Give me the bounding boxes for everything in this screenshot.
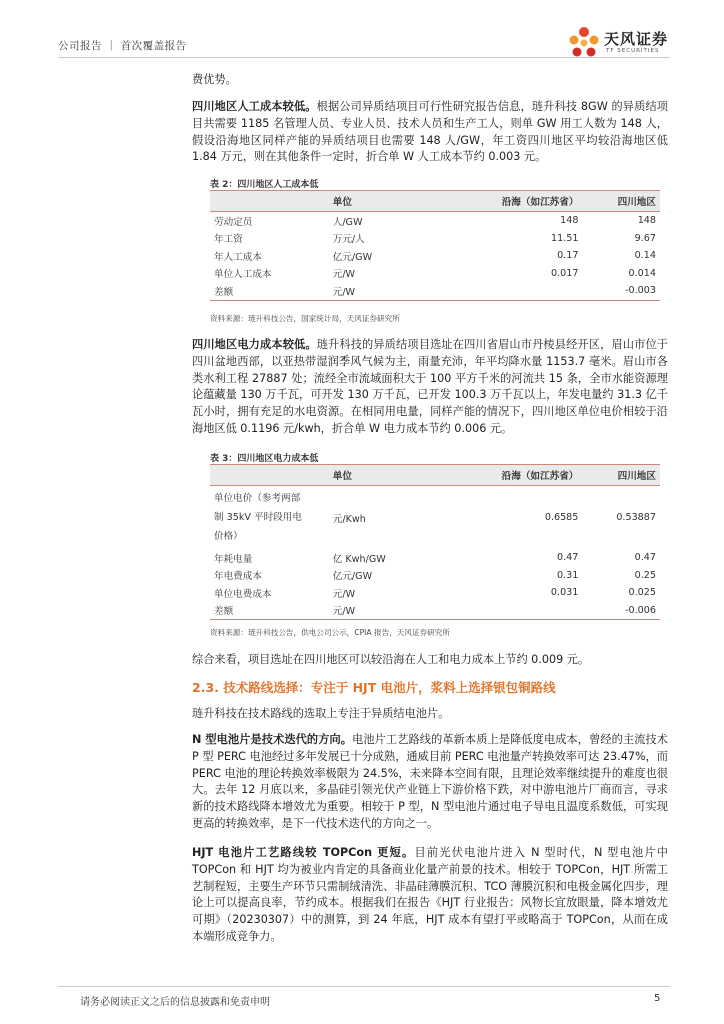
table-cell: 0.031 (550, 587, 579, 599)
table2-source: 资料来源：琏升科技公告，国家统计局，天风证券研究所 (210, 314, 400, 323)
table-row (210, 602, 660, 620)
table-row (210, 549, 660, 567)
paragraph-power-cost (192, 337, 668, 438)
table-cell: 0.017 (550, 267, 579, 279)
logo-english-name: TF SECURITIES (606, 48, 660, 54)
table-cell-multiline (210, 486, 329, 550)
table-cell: 148 (560, 215, 579, 227)
table2-labor-cost (210, 190, 660, 301)
table-cell: 年工资 (214, 234, 243, 246)
table-cell: 11.51 (550, 232, 579, 244)
table-cell: 0.14 (634, 250, 656, 262)
table-header-cell: 单位 (329, 191, 451, 212)
table-header-cell: 沿海（如江苏省） (451, 465, 583, 486)
table-row (210, 265, 660, 283)
table-header-cell: 四川地区 (582, 465, 660, 486)
table-row (210, 230, 660, 248)
paragraph-hjt-process (192, 845, 668, 946)
paragraph-text: 综合来看，项目选址在四川地区可以较沿海在人工和电力成本上节约 0.009 元。 (192, 653, 590, 666)
paragraph-labor-cost (192, 99, 668, 166)
paragraph-continuation (192, 72, 668, 89)
paragraph-text: 琏升科技在技术路线的选取上专注于异质结电池片。 (192, 707, 450, 720)
table-cell: 亿元/GW (332, 251, 373, 263)
table-header-cell: 沿海（如江苏省） (451, 191, 583, 212)
paragraph-text: 琏升科技的异质结项目选址在四川省眉山市丹棱县经开区，眉山市位于四川盆地西部，以亚热带湿润季风气候为主，雨量充沛，年平均降水量 1153.7 毫米。眉山市各类水利工程 27887 处；流经全市流域面积大于 100 平方千米的河流共 15 条，全市水能资源理论蕴藏量 130 万千瓦，可开发 130 万千瓦，已开发 100.3 万千瓦以上，年发电量约 31.3 亿千瓦小时，拥有充足的水电资源。在相同用电量，同样产能的情况下，四川地区单位电价相较于沿海地区低 0.1196 元/kwh，折合单 W 电力成本节约 0.006 元。 (192, 338, 668, 435)
table-cell: 0.014 (628, 267, 656, 279)
table-cell: 单位人工成本 (214, 269, 272, 281)
header-breadcrumb: 公司报告 ｜ 首次覆盖报告 (58, 40, 187, 52)
paragraph-text: 目前光伏电池片进入 N 型时代，N 型电池片中 TOPCon 和 HJT 均为被业内肯定的具备商业化量产前景的技术。相较于 TOPCon，HJT 所需工艺制程短，主要生产环节只需制绒清洗、非晶硅薄膜沉积、TCO 薄膜沉积和电极金属化四步，理论上可以提高良率，节约成本。根据我们在报告《HJT 行业报告：风物长宜放眼量，降本增效尤可期》（20230307）中的测算，到 24 年底，HJT 成本有望打平或略高于 TOPCon，从而在成本端形成竞争力。 (192, 846, 668, 943)
footer-disclaimer: 请务必阅读正文之后的信息披露和免责申明 (80, 997, 270, 1008)
paragraph-lead: 四川地区人工成本较低。 (192, 100, 317, 113)
section-heading: 2.3. 技术路线选择：专注于 HJT 电池片，浆料上选择银包铜路线 (192, 680, 556, 695)
table-row (210, 212, 660, 230)
cell-line: 价格） (214, 531, 243, 542)
paragraph-text: 根据公司异质结项目可行性研究报告信息，琏升科技 8GW 的异质结项目共需要 1185 名管理人员、专业人员、技术人员和生产工人，则单 GW 用工人数为 148 人，假设沿海地区同样产能的异质结项目也需要 148 人/GW，年工资四川地区平均较沿海地区低 1.84 万元，则在其他条件一定时，折合单 W 人工成本节约 0.003 元。 (192, 100, 668, 164)
table-cell: 万元/人 (332, 234, 365, 246)
footer-divider (58, 986, 670, 987)
paragraph-text: 费优势。 (192, 73, 237, 86)
table-cell: -0.006 (582, 602, 660, 620)
table-cell: 亿元/GW (332, 571, 373, 583)
table-cell (451, 602, 583, 620)
table-header-row (210, 465, 660, 486)
table-header-cell: 单位 (329, 465, 451, 486)
logo-chinese-name: 天风证券 (604, 30, 669, 48)
cell-line: 单位电价（参考两部 (214, 493, 301, 504)
paragraph-n-type (192, 732, 668, 833)
paragraph-lead: N 型电池片是技术迭代的方向。 (192, 733, 353, 746)
logo-flower-icon (566, 24, 602, 64)
table-cell: 元/W (329, 602, 451, 620)
table-cell: 148 (637, 215, 656, 227)
paragraph-lead: 四川地区电力成本较低。 (192, 338, 317, 351)
table-cell: 人/GW (332, 216, 363, 228)
table-cell: 0.17 (557, 250, 579, 262)
page-number: 5 (654, 993, 661, 1004)
table-cell: 0.47 (634, 552, 656, 564)
table-row (210, 584, 660, 602)
table-row (210, 247, 660, 265)
company-logo (566, 24, 686, 64)
paragraph-text: 电池片工艺路线的革新本质上是降低度电成本，曾经的主流技术 P 型 PERC 电池经过多年发展已十分成熟，通威目前 PERC 电池量产转换效率可达 23.47%，而 PERC 电池的理论转换效率极限为 24.5%，未来降本空间有限，且理论效率继续提升的难度也很大。去年 12 月底以来，多晶硅引领光伏产业链上下游价格下跌，对中游电池片厂商而言，寻求新的技术路线降本增效尤为重要。相较于 P 型，N 型电池片通过电子导电且温度系数低，可实现更高的转换效率，是下一代技术迭代的方向之一。 (192, 733, 668, 830)
cell-line: 制 35kV 平时段用电 (214, 512, 302, 523)
table-cell: 亿 Kwh/GW (332, 553, 386, 565)
paragraph-tech-route (192, 706, 668, 723)
table-cell: 元/W (329, 282, 451, 300)
table-cell: 0.53887 (616, 512, 656, 523)
table-cell: 元/W (332, 588, 356, 600)
table-cell: 年电费成本 (214, 571, 262, 583)
table3-power-cost (210, 464, 660, 620)
table-cell: -0.003 (582, 282, 660, 300)
table-cell: 9.67 (634, 232, 656, 244)
table-row (210, 282, 660, 300)
table3-title: 表 3：四川地区电力成本低 (210, 454, 319, 464)
table-cell: 元/Kwh (332, 513, 366, 525)
table-cell: 劳动定员 (214, 216, 253, 228)
table-cell: 年耗电量 (214, 553, 253, 565)
table-cell: 单位电费成本 (214, 588, 272, 600)
table-row (210, 567, 660, 585)
table-cell: 差额 (210, 602, 329, 620)
table-cell (451, 282, 583, 300)
paragraph-lead: HJT 电池片工艺路线较 TOPCon 更短。 (192, 846, 415, 859)
table-cell: 元/W (332, 269, 356, 281)
table-row (210, 486, 660, 550)
table-cell: 年人工成本 (214, 251, 262, 263)
table-cell: 0.025 (628, 587, 656, 599)
table2-title: 表 2：四川地区人工成本低 (210, 180, 319, 190)
table-header-cell (210, 191, 329, 212)
table-cell: 0.47 (557, 552, 579, 564)
table-cell: 0.31 (557, 569, 579, 581)
table-header-cell: 四川地区 (582, 191, 660, 212)
table3-source: 资料来源：琏升科技公告，供电公司公示，CPIA 报告，天风证券研究所 (210, 628, 450, 637)
table-cell: 0.25 (634, 569, 656, 581)
table-cell: 差额 (210, 282, 329, 300)
table-header-cell (210, 465, 329, 486)
table-header-row (210, 191, 660, 212)
table-cell: 0.6585 (544, 512, 579, 523)
paragraph-summary (192, 652, 668, 669)
